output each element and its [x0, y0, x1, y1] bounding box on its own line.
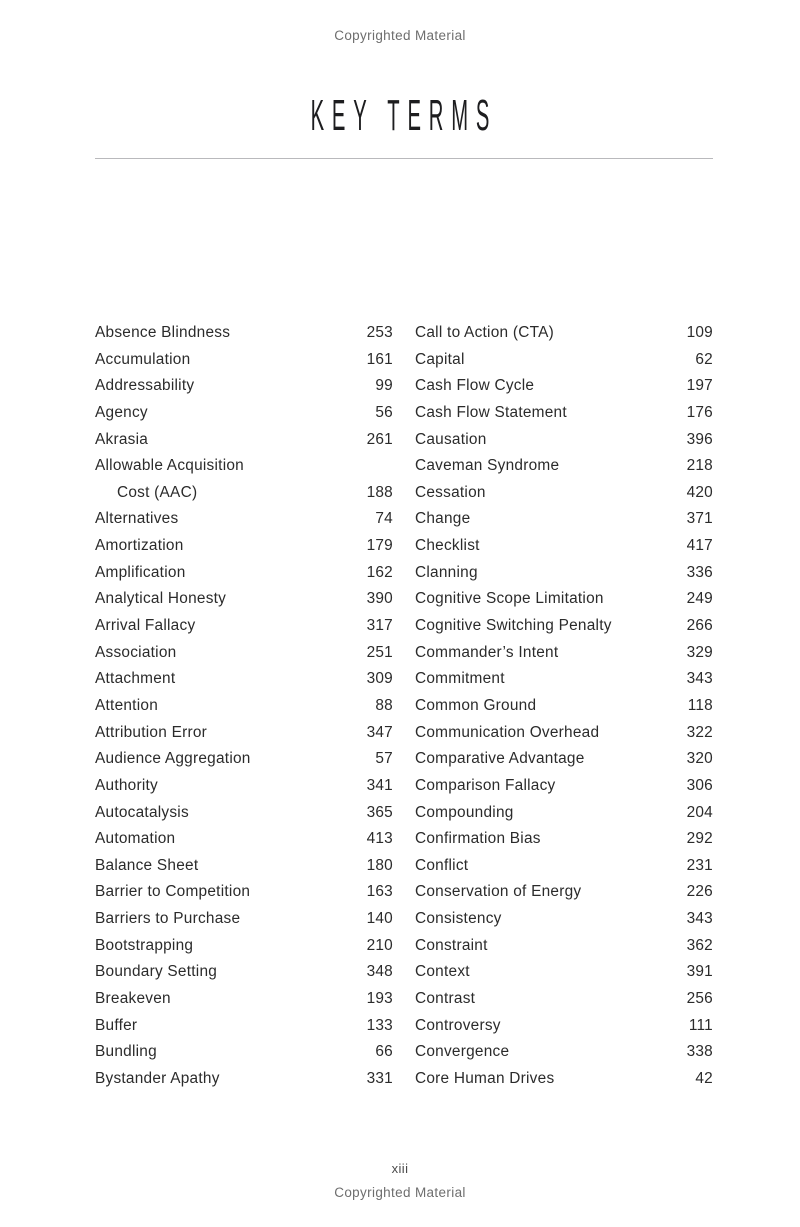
index-entry-term: Confirmation Bias — [415, 830, 541, 848]
index-entry-page-number: 179 — [366, 537, 393, 555]
index-entry-term: Comparative Advantage — [415, 750, 585, 768]
index-entry-page-number: 320 — [686, 750, 713, 768]
index-entry-page-number: 226 — [686, 883, 713, 901]
index-entry[interactable] — [95, 1066, 393, 1093]
index-entry-term: Communication Overhead — [415, 723, 600, 741]
index-entry-page-number: 336 — [686, 563, 713, 581]
index-entry[interactable] — [95, 826, 393, 853]
index-entry[interactable] — [415, 506, 713, 533]
index-entry[interactable] — [95, 533, 393, 560]
index-entry-page-number: 317 — [366, 617, 393, 635]
index-entry[interactable] — [415, 586, 713, 613]
index-entry-term: Convergence — [415, 1043, 510, 1061]
index-entry-term: Capital — [415, 350, 465, 368]
index-entry-page-number: 88 — [375, 696, 393, 714]
index-entry-page-number: 66 — [375, 1043, 393, 1061]
index-entry-page-number: 161 — [366, 350, 393, 368]
index-entry-term: Amplification — [95, 563, 186, 581]
index-entry-page-number: 176 — [686, 403, 713, 421]
index-entry[interactable] — [95, 586, 393, 613]
index-entry[interactable] — [95, 320, 393, 347]
index-entry-term: Breakeven — [95, 990, 171, 1008]
index-entry-term: Cash Flow Cycle — [415, 377, 535, 395]
index-entry-page-number: 204 — [686, 803, 713, 821]
index-entry-term: Common Ground — [415, 696, 537, 714]
index-entry-page-number: 56 — [375, 403, 393, 421]
index-entry-term: Analytical Honesty — [95, 590, 227, 608]
index-entry-term: Clanning — [415, 563, 478, 581]
index-entry[interactable] — [95, 666, 393, 693]
index-entry-page-number: 341 — [366, 776, 393, 794]
index-entry-page-number: 343 — [686, 670, 713, 688]
left-column — [95, 320, 393, 1093]
index-entry-term: Causation — [415, 430, 487, 448]
index-entry-page-number: 197 — [686, 377, 713, 395]
index-entry[interactable] — [415, 1013, 713, 1040]
index-entry[interactable] — [95, 986, 393, 1013]
index-entry-term: Commander’s Intent — [415, 643, 559, 661]
index-entry-page-number: 348 — [366, 963, 393, 981]
index-entry[interactable] — [95, 773, 393, 800]
index-entry-page-number: 266 — [686, 617, 713, 635]
index-entry-term: Balance Sheet — [95, 856, 199, 874]
index-entry[interactable] — [415, 427, 713, 454]
index-entry-term: Authority — [95, 776, 158, 794]
index-entry[interactable] — [95, 720, 393, 747]
index-entry-term: Cessation — [415, 483, 486, 501]
index-entry-page-number: 343 — [686, 910, 713, 928]
index-entry-page-number: 109 — [686, 324, 713, 341]
index-entry-term: Akrasia — [95, 430, 149, 448]
index-entry[interactable] — [95, 400, 393, 427]
index-entry-page-number: 218 — [686, 457, 713, 475]
index-entry-page-number: 396 — [686, 430, 713, 448]
index-entry-term: Checklist — [415, 537, 480, 555]
index-entry[interactable] — [415, 1066, 713, 1093]
index-entry-term: Change — [415, 510, 471, 528]
index-entry[interactable] — [415, 906, 713, 933]
index-entry-term: Context — [415, 963, 470, 981]
index-entry[interactable] — [415, 853, 713, 880]
index-entry-term: Call to Action (CTA) — [415, 324, 554, 341]
index-entry[interactable] — [95, 853, 393, 880]
index-entry[interactable] — [415, 320, 713, 347]
index-entry-term: Contrast — [415, 990, 476, 1008]
index-entry-term: Attribution Error — [95, 723, 208, 741]
index-entry[interactable] — [95, 1013, 393, 1040]
index-entry[interactable] — [415, 347, 713, 374]
index-entry-page-number: 417 — [686, 537, 713, 555]
index-entry[interactable] — [95, 480, 393, 507]
index-entry[interactable] — [95, 959, 393, 986]
index-entry-page-number: 362 — [686, 936, 713, 954]
index-entry[interactable] — [415, 879, 713, 906]
index-entry-page-number: 162 — [366, 563, 393, 581]
index-entry-page-number: 74 — [375, 510, 393, 528]
index-entry-page-number: 42 — [695, 1069, 713, 1087]
index-entry-term: Buffer — [95, 1016, 138, 1034]
index-entry-term: Agency — [95, 403, 148, 421]
index-entry[interactable] — [415, 773, 713, 800]
index-entry-page-number: 261 — [366, 430, 393, 448]
index-entry-page-number: 188 — [366, 483, 393, 501]
index-entry[interactable] — [95, 906, 393, 933]
index-entry[interactable] — [95, 746, 393, 773]
index-entry-term: Automation — [95, 830, 176, 848]
index-entry-page-number: 163 — [366, 883, 393, 901]
index-entry-term: Bootstrapping — [95, 936, 194, 954]
index-entry-page-number: 256 — [686, 990, 713, 1008]
index-entry-page-number: 253 — [366, 324, 393, 341]
index-entry-page-number: 140 — [366, 910, 393, 928]
index-entry-term: Barrier to Competition — [95, 883, 251, 901]
index-entry-page-number: 231 — [686, 856, 713, 874]
index-entry-page-number: 309 — [366, 670, 393, 688]
index-entry[interactable] — [95, 373, 393, 400]
index-entry-page-number: 251 — [366, 643, 393, 661]
index-entry-term: Allowable Acquisition — [95, 457, 244, 475]
title-divider-rule — [95, 158, 713, 159]
index-entry[interactable] — [95, 933, 393, 960]
index-entry-term: Audience Aggregation — [95, 750, 251, 768]
index-entry-term: Consistency — [415, 910, 502, 928]
index-entry[interactable] — [95, 560, 393, 587]
index-entry[interactable] — [95, 879, 393, 906]
index-entry[interactable] — [415, 613, 713, 640]
page-title: KEY TERMS — [310, 91, 498, 140]
index-entry-page-number: 249 — [686, 590, 713, 608]
index-entry-term: Comparison Fallacy — [415, 776, 556, 794]
index-entry[interactable] — [415, 693, 713, 720]
index-entry[interactable] — [95, 1039, 393, 1066]
index-entry-page-number: 306 — [686, 776, 713, 794]
index-entry-page-number: 331 — [366, 1069, 393, 1087]
index-entry-term: Cost (AAC) — [117, 483, 198, 501]
index-entry-term: Conflict — [415, 856, 469, 874]
index-entry-page-number: 391 — [686, 963, 713, 981]
index-entry[interactable] — [415, 800, 713, 827]
index-entry-page-number: 292 — [686, 830, 713, 848]
index-entry[interactable] — [415, 666, 713, 693]
index-entry[interactable] — [95, 613, 393, 640]
index-entry-term: Attention — [95, 696, 159, 714]
index-entry[interactable] — [415, 986, 713, 1013]
index-entry-page-number: 62 — [695, 350, 713, 368]
index-entry-term: Commitment — [415, 670, 505, 688]
index-entry-term: Compounding — [415, 803, 514, 821]
index-entry-page-number: 193 — [366, 990, 393, 1008]
index-entry[interactable] — [95, 347, 393, 374]
index-entry[interactable] — [95, 800, 393, 827]
index-entry[interactable] — [95, 427, 393, 454]
index-entry-term: Attachment — [95, 670, 176, 688]
page-number-folio: xiii — [391, 1161, 409, 1176]
index-entry[interactable] — [415, 720, 713, 747]
index-entry-page-number: 420 — [686, 483, 713, 501]
index-entry-page-number: 180 — [366, 856, 393, 874]
index-entry-term: Autocatalysis — [95, 803, 189, 821]
index-entry-term: Boundary Setting — [95, 963, 218, 981]
index-entry[interactable] — [415, 933, 713, 960]
index-entry-term: Cash Flow Statement — [415, 403, 567, 421]
index-entry-page-number: 118 — [687, 696, 713, 714]
index-entry-term: Bystander Apathy — [95, 1069, 220, 1087]
index-entry-term: Association — [95, 643, 177, 661]
index-entry[interactable] — [95, 506, 393, 533]
index-entry[interactable] — [95, 693, 393, 720]
index-entry-page-number: 99 — [375, 377, 393, 395]
index-entry[interactable] — [415, 480, 713, 507]
index-entry[interactable] — [95, 640, 393, 667]
index-entry-page-number: 413 — [366, 830, 393, 848]
index-entry-page-number: 329 — [686, 643, 713, 661]
index-entry-term: Barriers to Purchase — [95, 910, 241, 928]
index-entry[interactable] — [95, 453, 393, 480]
index-entry[interactable] — [415, 373, 713, 400]
index-entry-page-number: 57 — [375, 750, 393, 768]
index-entry-term: Constraint — [415, 936, 488, 954]
index-entry-term: Core Human Drives — [415, 1069, 555, 1087]
index-entry-page-number: 322 — [686, 723, 713, 741]
index-entry-term: Conservation of Energy — [415, 883, 582, 901]
index-entry[interactable] — [415, 1039, 713, 1066]
index-entry-term: Alternatives — [95, 510, 179, 528]
index-entry-page-number: 111 — [688, 1016, 713, 1034]
index-entry-page-number: 338 — [686, 1043, 713, 1061]
index-entry[interactable] — [415, 746, 713, 773]
key-terms-index — [95, 320, 713, 1093]
index-entry-page-number: 347 — [366, 723, 393, 741]
index-entry-term: Accumulation — [95, 350, 191, 368]
index-entry-term: Cognitive Scope Limitation — [415, 590, 604, 608]
index-entry-page-number: 365 — [366, 803, 393, 821]
index-entry[interactable] — [415, 453, 713, 480]
index-entry[interactable] — [415, 826, 713, 853]
index-entry-term: Arrival Fallacy — [95, 617, 196, 635]
index-entry[interactable] — [415, 959, 713, 986]
index-entry-term: Cognitive Switching Penalty — [415, 617, 612, 635]
index-entry-page-number: 371 — [686, 510, 713, 528]
index-entry[interactable] — [415, 533, 713, 560]
index-entry[interactable] — [415, 560, 713, 587]
copyright-watermark-top: Copyrighted Material — [334, 28, 466, 43]
index-entry-term: Caveman Syndrome — [415, 457, 560, 475]
index-entry[interactable] — [415, 400, 713, 427]
index-entry-page-number: 133 — [366, 1016, 393, 1034]
index-entry-term: Amortization — [95, 537, 184, 555]
index-entry-term: Bundling — [95, 1043, 157, 1061]
right-column — [415, 320, 713, 1093]
index-entry[interactable] — [415, 640, 713, 667]
index-entry-term: Addressability — [95, 377, 195, 395]
index-entry-page-number: 210 — [366, 936, 393, 954]
index-entry-term: Absence Blindness — [95, 324, 231, 341]
copyright-watermark-bottom: Copyrighted Material — [334, 1185, 466, 1200]
index-entry-term: Controversy — [415, 1016, 501, 1034]
index-entry-page-number: 390 — [366, 590, 393, 608]
